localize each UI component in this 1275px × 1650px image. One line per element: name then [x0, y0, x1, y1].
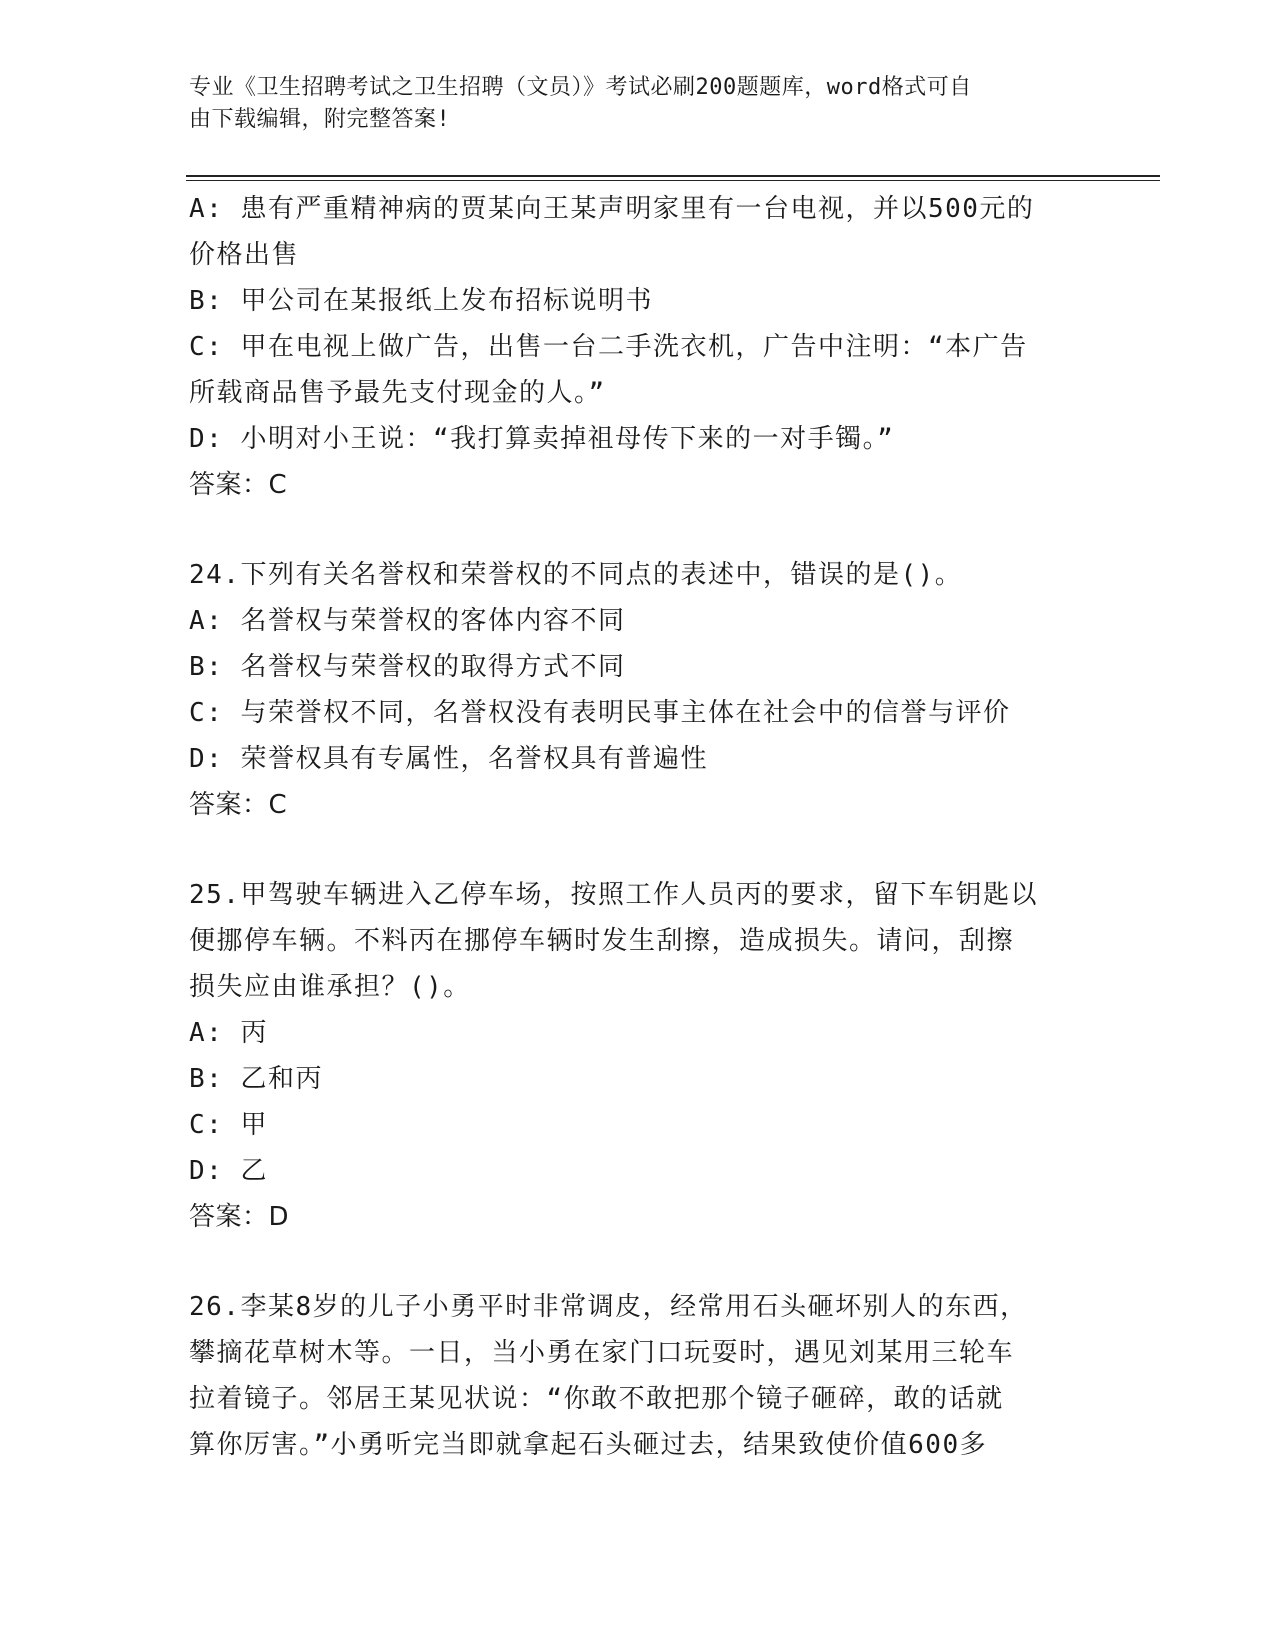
question-26 [189, 1284, 1089, 1468]
question-24 [189, 552, 1089, 828]
option-b: B: 名誉权与荣誉权的取得方式不同 [189, 652, 626, 682]
answer-line: 答案：C [189, 790, 288, 820]
answer-line: 答案：C [189, 470, 288, 500]
question-23-options [189, 186, 1089, 508]
question-stem-continued: 便挪停车辆。不料丙在挪停车辆时发生刮擦，造成损失。请问，刮擦 [189, 926, 1015, 956]
question-stem-continued: 拉着镜子。邻居王某见状说：“你敢不敢把那个镜子砸碎，敢的话就 [189, 1384, 1004, 1414]
question-25 [189, 872, 1089, 1240]
header-title-line-2: 由下载编辑，附完整答案! [189, 107, 451, 132]
question-stem-continued: 攀摘花草树木等。一日，当小勇在家门口玩耍时，遇见刘某用三轮车 [189, 1338, 1015, 1368]
option-b: B: 甲公司在某报纸上发布招标说明书 [189, 286, 653, 316]
question-stem: 25.甲驾驶车辆进入乙停车场，按照工作人员丙的要求，留下车钥匙以 [189, 880, 1038, 910]
option-b: B: 乙和丙 [189, 1064, 323, 1094]
question-stem-continued: 损失应由谁承担？()。 [189, 972, 471, 1002]
option-a: A: 名誉权与荣誉权的客体内容不同 [189, 606, 626, 636]
answer-line: 答案：D [189, 1202, 290, 1232]
option-c-continued: 所载商品售予最先支付现金的人。” [189, 378, 606, 408]
question-stem: 26.李某8岁的儿子小勇平时非常调皮，经常用石头砸坏别人的东西， [189, 1292, 1028, 1322]
header-divider [186, 175, 1160, 181]
document-header [189, 72, 1069, 136]
question-gap [189, 508, 1089, 552]
option-d: D: 乙 [189, 1156, 268, 1186]
option-d: D: 荣誉权具有专属性，名誉权具有普遍性 [189, 744, 708, 774]
option-a-continued: 价格出售 [189, 240, 300, 270]
question-stem-continued: 算你厉害。”小勇听完当即就拿起石头砸过去，结果致使价值600多 [189, 1430, 988, 1460]
option-a: A: 丙 [189, 1018, 268, 1048]
question-list [189, 186, 1089, 1468]
question-stem: 24.下列有关名誉权和荣誉权的不同点的表述中，错误的是()。 [189, 560, 963, 590]
header-title-line-1: 专业《卫生招聘考试之卫生招聘（文员）》考试必刷200题题库，word格式可自 [189, 75, 972, 100]
option-a: A: 患有严重精神病的贾某向王某声明家里有一台电视，并以500元的 [189, 194, 1035, 224]
option-d: D: 小明对小王说：“我打算卖掉祖母传下来的一对手镯。” [189, 424, 895, 454]
option-c: C: 甲 [189, 1110, 268, 1140]
option-c: C: 与荣誉权不同，名誉权没有表明民事主体在社会中的信誉与评价 [189, 698, 1011, 728]
question-gap [189, 1240, 1089, 1284]
question-gap [189, 828, 1089, 872]
option-c: C: 甲在电视上做广告，出售一台二手洗衣机，广告中注明：“本广告 [189, 332, 1028, 362]
